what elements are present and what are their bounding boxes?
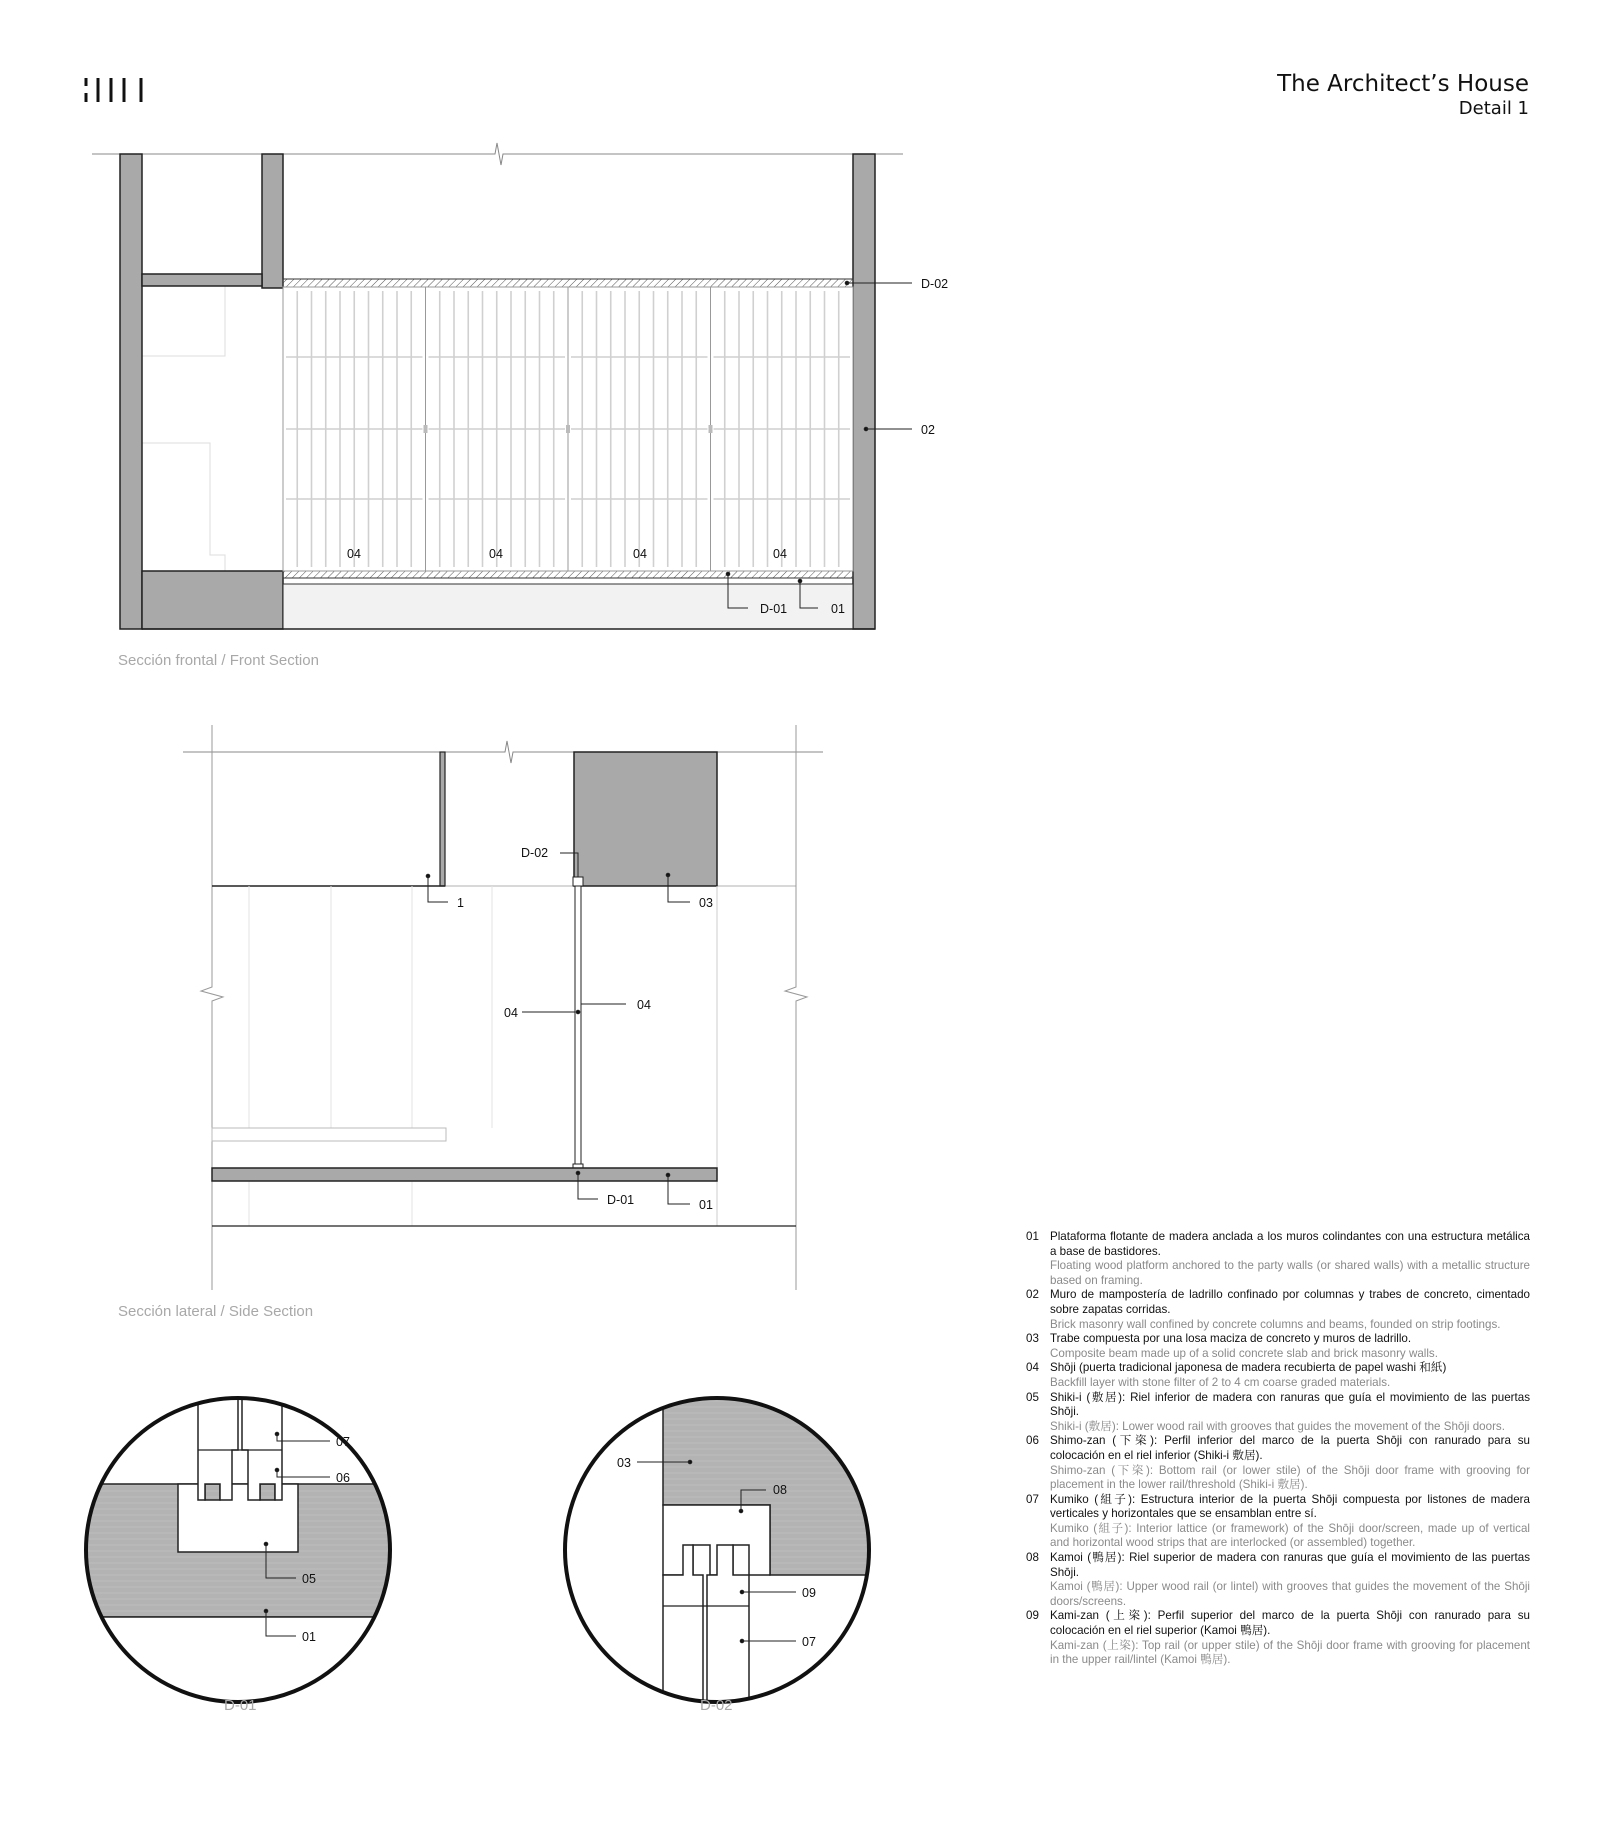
legend-number: 04 xyxy=(1026,1361,1039,1375)
legend-number: 05 xyxy=(1026,1390,1039,1404)
d01-label-01: 01 xyxy=(302,1630,316,1644)
legend-item xyxy=(1026,1609,1530,1667)
page-title: The Architect’s House xyxy=(1277,71,1529,97)
front-label-04-b: 04 xyxy=(489,547,503,561)
side-label-04-left: 04 xyxy=(504,1006,518,1020)
legend-number: 06 xyxy=(1026,1434,1039,1448)
legend-item xyxy=(1026,1434,1530,1492)
legend-item xyxy=(1026,1361,1530,1390)
side-label-04-right: 04 xyxy=(637,998,651,1012)
d02-label-09: 09 xyxy=(802,1586,816,1600)
legend-number: 07 xyxy=(1026,1492,1039,1506)
d01-label-06: 06 xyxy=(336,1471,350,1485)
front-label-04-c: 04 xyxy=(633,547,647,561)
legend-text-en: Shimo-zan (下栥): Bottom rail (or lower stile) of the Shōji door frame with grooving for placement in the lower rail/threshold (Shiki-i 敷居). xyxy=(1050,1463,1530,1492)
side-section xyxy=(183,725,823,1290)
front-label-02: 02 xyxy=(921,423,935,437)
front-label-d02: D-02 xyxy=(921,277,949,291)
page-subtitle: Detail 1 xyxy=(1458,98,1529,119)
legend-number: 01 xyxy=(1026,1230,1039,1243)
legend-number: 02 xyxy=(1026,1288,1039,1302)
legend-text-es: Muro de mampostería de ladrillo confinado por columnas y trabes de concreto, cimentado sobre zapatas corridas. xyxy=(1050,1288,1530,1316)
side-label-01: 01 xyxy=(699,1198,713,1212)
legend-number: 08 xyxy=(1026,1551,1039,1565)
legend-number: 09 xyxy=(1026,1609,1039,1623)
legend-text-es: Shimo-zan (下栥): Perfil inferior del marco de la puerta Shōji con ranurado para su colocación en el riel inferior (Shiki-i 敷居). xyxy=(1050,1434,1530,1462)
legend-text-en: Composite beam made up of a solid concrete slab and brick masonry walls. xyxy=(1050,1346,1438,1360)
legend-text-es: Plataforma flotante de madera anclada a los muros colindantes con una estructura metálica a base de bastidores. xyxy=(1050,1230,1530,1258)
side-label-1: 1 xyxy=(457,896,464,910)
legend-text-en: Shiki-i (敷居): Lower wood rail with grooves that guides the movement of the Shōji doors. xyxy=(1050,1419,1505,1433)
brand-logo xyxy=(86,78,141,102)
legend-item xyxy=(1026,1332,1530,1361)
legend-text-en: Kami-zan (上栥): Top rail (or upper stile) of the Shōji door frame with grooving for placement in the upper rail/lintel (Kamoi 鴨居). xyxy=(1050,1638,1530,1667)
door-pull xyxy=(566,425,570,433)
legend-item xyxy=(1026,1493,1530,1551)
front-section xyxy=(92,143,948,629)
front-label-04-d: 04 xyxy=(773,547,787,561)
legend-text-en: Brick masonry wall confined by concrete columns and beams, founded on strip footings. xyxy=(1050,1317,1501,1331)
d02-label-07: 07 xyxy=(802,1635,816,1649)
legend-text-en: Backfill layer with stone filter of 2 to 4 cm coarse graded materials. xyxy=(1050,1375,1391,1389)
door-pull xyxy=(709,425,713,433)
legend-text-es: Kumiko (組子): Estructura interior de la puerta Shōji compuesta por listones de madera verticales y horizontales que se ensamblan entre sí. xyxy=(1050,1492,1530,1521)
legend-text-en: Kumiko (組子): Interior lattice (or framework) of the Shōji door/screen, made up of vertical and horizontal wood strips that are interlocked (or assembled) together. xyxy=(1050,1521,1530,1550)
front-label-d01: D-01 xyxy=(760,602,788,616)
legend-text-es: Shōji (puerta tradicional japonesa de madera recubierta de papel washi 和紙) xyxy=(1050,1361,1447,1375)
d02-caption: D-02 xyxy=(700,1697,733,1714)
front-section-caption: Sección frontal / Front Section xyxy=(118,652,319,669)
detail-d01 xyxy=(80,1370,400,1707)
legend-item xyxy=(1026,1391,1530,1435)
door-pull xyxy=(424,425,428,433)
legend-text-es: Shiki-i (敷居): Riel inferior de madera con ranuras que guía el movimiento de las puertas Shōji. xyxy=(1050,1390,1530,1419)
legend-text-es: Trabe compuesta por una losa maciza de concreto y muros de ladrillo. xyxy=(1050,1332,1412,1346)
side-label-d02: D-02 xyxy=(521,846,549,860)
legend-item xyxy=(1026,1288,1530,1332)
legend-item xyxy=(1026,1551,1530,1609)
d01-label-07: 07 xyxy=(336,1435,350,1449)
side-label-d01: D-01 xyxy=(607,1193,635,1207)
front-label-01: 01 xyxy=(831,602,845,616)
side-section-caption: Sección lateral / Side Section xyxy=(118,1303,314,1320)
side-label-03: 03 xyxy=(699,896,713,910)
title-block xyxy=(1277,70,1529,120)
detail-d02 xyxy=(562,1390,882,1710)
legend-text-es: Kami-zan (上栥): Perfil superior del marco de la puerta Shōji con ranurado para su colocación en el riel superior (Kamoi 鴨居). xyxy=(1050,1609,1530,1638)
d01-caption: D-01 xyxy=(224,1697,257,1714)
legend-text-en: Floating wood platform anchored to the party walls (or shared walls) with a metallic structure based on framing. xyxy=(1050,1259,1530,1287)
d02-label-08: 08 xyxy=(773,1483,787,1497)
legend xyxy=(1026,1230,1530,1668)
legend-number: 03 xyxy=(1026,1332,1039,1346)
d01-label-05: 05 xyxy=(302,1572,316,1586)
front-label-04-a: 04 xyxy=(347,547,361,561)
d02-label-03: 03 xyxy=(617,1456,631,1470)
legend-text-en: Kamoi (鴨居): Upper wood rail (or lintel) with grooves that guides the movement of the Shōji doors/screens. xyxy=(1050,1580,1530,1608)
legend-text-es: Kamoi (鴨居): Riel superior de madera con ranuras que guía el movimiento de las puertas Shōji. xyxy=(1050,1551,1530,1579)
legend-item xyxy=(1026,1230,1530,1288)
